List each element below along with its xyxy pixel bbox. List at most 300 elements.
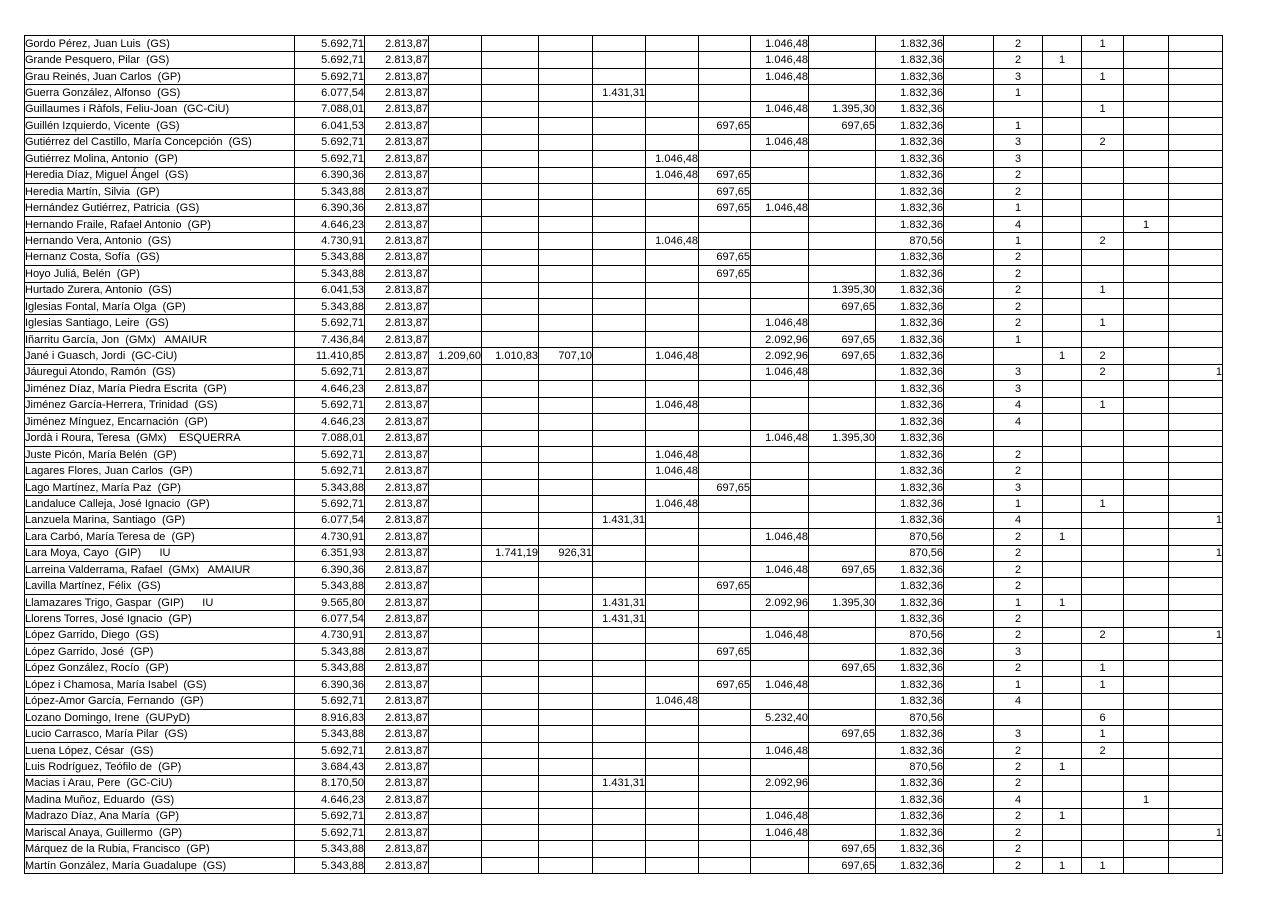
value-cell	[593, 644, 646, 660]
value-cell: 2.813,87	[365, 414, 429, 430]
value-cell: 1	[994, 118, 1043, 134]
value-cell	[1043, 183, 1082, 199]
value-cell	[1043, 463, 1082, 479]
value-cell: 697,65	[699, 118, 751, 134]
value-cell	[429, 282, 482, 298]
deputy-name-cell: Jiménez Mínguez, Encarnación (GP)	[25, 414, 295, 430]
value-cell	[751, 266, 809, 282]
value-cell	[539, 249, 593, 265]
value-cell	[699, 857, 751, 873]
value-cell	[751, 118, 809, 134]
value-cell: 2.813,87	[365, 529, 429, 545]
value-cell	[1124, 660, 1169, 676]
value-cell	[539, 726, 593, 742]
value-cell: 5.692,71	[295, 825, 365, 841]
value-cell: 3	[994, 68, 1043, 84]
deputy-name-cell: Luis Rodríguez, Teófilo de (GP)	[25, 759, 295, 775]
value-cell	[1169, 200, 1223, 216]
value-cell: 2	[1082, 233, 1124, 249]
value-cell: 6.041,53	[295, 282, 365, 298]
value-cell: 2.092,96	[751, 594, 809, 610]
value-cell	[1169, 397, 1223, 413]
value-cell	[699, 742, 751, 758]
value-cell	[1124, 331, 1169, 347]
value-cell: 2.813,87	[365, 627, 429, 643]
deputy-name-cell: López i Chamosa, María Isabel (GS)	[25, 677, 295, 693]
value-cell	[593, 545, 646, 561]
value-cell	[539, 134, 593, 150]
value-cell: 2.813,87	[365, 825, 429, 841]
value-cell	[1082, 578, 1124, 594]
deputy-name-cell: Iñarritu García, Jon (GMx) AMAIUR	[25, 331, 295, 347]
value-cell	[429, 627, 482, 643]
table-row	[25, 397, 1223, 413]
value-cell	[1124, 644, 1169, 660]
value-cell: 2	[994, 759, 1043, 775]
value-cell	[1124, 529, 1169, 545]
value-cell: 1.431,31	[593, 512, 646, 528]
value-cell	[1082, 85, 1124, 101]
value-cell	[1169, 266, 1223, 282]
table-row	[25, 709, 1223, 725]
value-cell: 1	[1124, 792, 1169, 808]
value-cell	[1169, 693, 1223, 709]
value-cell	[1124, 299, 1169, 315]
value-cell: 1.832,36	[876, 496, 944, 512]
value-cell: 2	[994, 545, 1043, 561]
value-cell	[944, 578, 994, 594]
value-cell	[482, 36, 539, 52]
value-cell: 2.813,87	[365, 167, 429, 183]
value-cell: 697,65	[699, 479, 751, 495]
value-cell	[1169, 101, 1223, 117]
value-cell	[1124, 496, 1169, 512]
value-cell	[1169, 348, 1223, 364]
value-cell	[429, 529, 482, 545]
value-cell	[1043, 545, 1082, 561]
deputy-name-cell: Heredia Martín, Silvia (GP)	[25, 183, 295, 199]
value-cell	[944, 348, 994, 364]
value-cell	[944, 315, 994, 331]
deputy-name-cell: Lozano Domingo, Irene (GUPyD)	[25, 709, 295, 725]
value-cell: 2.813,87	[365, 759, 429, 775]
value-cell: 2	[1082, 134, 1124, 150]
value-cell	[944, 183, 994, 199]
value-cell	[593, 529, 646, 545]
value-cell	[1043, 200, 1082, 216]
value-cell	[944, 249, 994, 265]
value-cell: 3	[994, 381, 1043, 397]
value-cell	[482, 726, 539, 742]
value-cell: 2.813,87	[365, 364, 429, 380]
table-row	[25, 52, 1223, 68]
deputy-name-cell: Guillaumes i Ràfols, Feliu-Joan (GC-CiU)	[25, 101, 295, 117]
value-cell	[646, 677, 699, 693]
value-cell: 2.813,87	[365, 742, 429, 758]
value-cell	[646, 85, 699, 101]
value-cell	[1043, 446, 1082, 462]
value-cell	[539, 315, 593, 331]
value-cell	[944, 627, 994, 643]
value-cell	[1082, 216, 1124, 232]
value-cell	[944, 52, 994, 68]
value-cell	[994, 101, 1043, 117]
value-cell: 5.692,71	[295, 742, 365, 758]
value-cell	[944, 282, 994, 298]
value-cell: 1.832,36	[876, 266, 944, 282]
deputy-name-cell: Gutiérrez del Castillo, María Concepción (GS)	[25, 134, 295, 150]
value-cell	[751, 381, 809, 397]
table-row	[25, 463, 1223, 479]
value-cell	[809, 36, 876, 52]
value-cell	[699, 792, 751, 808]
value-cell: 2	[994, 562, 1043, 578]
value-cell: 5.692,71	[295, 397, 365, 413]
value-cell	[482, 677, 539, 693]
value-cell	[699, 463, 751, 479]
value-cell: 697,65	[699, 167, 751, 183]
value-cell: 11.410,85	[295, 348, 365, 364]
value-cell	[593, 446, 646, 462]
value-cell	[539, 52, 593, 68]
value-cell	[1043, 85, 1082, 101]
value-cell	[1169, 151, 1223, 167]
value-cell	[751, 463, 809, 479]
value-cell: 5.692,71	[295, 68, 365, 84]
deputy-name-cell: Lago Martínez, María Paz (GP)	[25, 479, 295, 495]
value-cell: 1.832,36	[876, 825, 944, 841]
value-cell: 2	[994, 578, 1043, 594]
value-cell	[593, 463, 646, 479]
value-cell	[539, 397, 593, 413]
value-cell	[539, 85, 593, 101]
table-row	[25, 578, 1223, 594]
deputy-name-cell: Jiménez García-Herrera, Trinidad (GS)	[25, 397, 295, 413]
value-cell	[1169, 68, 1223, 84]
value-cell: 1.832,36	[876, 348, 944, 364]
value-cell	[809, 183, 876, 199]
value-cell: 697,65	[699, 578, 751, 594]
value-cell	[699, 315, 751, 331]
value-cell	[699, 414, 751, 430]
value-cell	[429, 249, 482, 265]
value-cell	[1043, 644, 1082, 660]
value-cell	[1082, 825, 1124, 841]
table-row	[25, 660, 1223, 676]
value-cell: 5.343,88	[295, 249, 365, 265]
value-cell: 5.343,88	[295, 479, 365, 495]
value-cell	[1043, 68, 1082, 84]
value-cell: 1.832,36	[876, 644, 944, 660]
value-cell: 8.916,83	[295, 709, 365, 725]
value-cell	[429, 578, 482, 594]
value-cell	[1082, 266, 1124, 282]
value-cell: 6.077,54	[295, 512, 365, 528]
value-cell	[1124, 825, 1169, 841]
value-cell	[429, 52, 482, 68]
value-cell: 1.046,48	[751, 36, 809, 52]
value-cell: 697,65	[809, 857, 876, 873]
value-cell	[482, 430, 539, 446]
value-cell: 4.730,91	[295, 529, 365, 545]
value-cell	[539, 151, 593, 167]
value-cell: 4	[994, 512, 1043, 528]
value-cell	[539, 446, 593, 462]
value-cell	[944, 742, 994, 758]
value-cell: 9.565,80	[295, 594, 365, 610]
value-cell: 2.813,87	[365, 430, 429, 446]
value-cell	[593, 430, 646, 446]
value-cell	[646, 216, 699, 232]
value-cell: 1	[1082, 857, 1124, 873]
value-cell	[1043, 627, 1082, 643]
value-cell	[1124, 101, 1169, 117]
value-cell	[539, 266, 593, 282]
value-cell	[944, 726, 994, 742]
value-cell	[944, 200, 994, 216]
value-cell: 2.813,87	[365, 644, 429, 660]
value-cell	[646, 562, 699, 578]
value-cell	[1124, 266, 1169, 282]
value-cell	[429, 792, 482, 808]
value-cell	[482, 759, 539, 775]
value-cell: 1	[1082, 36, 1124, 52]
value-cell	[1169, 134, 1223, 150]
value-cell: 4.646,23	[295, 216, 365, 232]
value-cell	[1043, 233, 1082, 249]
value-cell	[646, 726, 699, 742]
value-cell: 1.832,36	[876, 742, 944, 758]
value-cell: 4.730,91	[295, 627, 365, 643]
value-cell	[539, 808, 593, 824]
value-cell	[699, 841, 751, 857]
value-cell	[593, 693, 646, 709]
value-cell	[944, 216, 994, 232]
value-cell	[593, 414, 646, 430]
deputy-name-cell: Luena López, César (GS)	[25, 742, 295, 758]
value-cell: 1.832,36	[876, 299, 944, 315]
value-cell: 2	[994, 660, 1043, 676]
value-cell: 1	[1082, 677, 1124, 693]
value-cell	[593, 348, 646, 364]
table-row	[25, 233, 1223, 249]
value-cell: 926,31	[539, 545, 593, 561]
value-cell	[1124, 397, 1169, 413]
value-cell	[944, 529, 994, 545]
value-cell: 1.741,19	[482, 545, 539, 561]
value-cell: 1	[994, 331, 1043, 347]
value-cell: 2.813,87	[365, 85, 429, 101]
value-cell	[944, 660, 994, 676]
value-cell: 5.692,71	[295, 36, 365, 52]
value-cell: 2	[994, 808, 1043, 824]
value-cell	[539, 479, 593, 495]
value-cell	[1124, 364, 1169, 380]
value-cell	[539, 611, 593, 627]
value-cell	[751, 446, 809, 462]
value-cell	[1043, 479, 1082, 495]
value-cell	[1124, 68, 1169, 84]
value-cell: 1	[994, 200, 1043, 216]
value-cell	[751, 693, 809, 709]
value-cell: 2.813,87	[365, 233, 429, 249]
value-cell	[944, 496, 994, 512]
table-row	[25, 200, 1223, 216]
value-cell	[429, 742, 482, 758]
value-cell	[944, 677, 994, 693]
value-cell: 870,56	[876, 759, 944, 775]
value-cell	[809, 364, 876, 380]
value-cell: 4.646,23	[295, 792, 365, 808]
value-cell	[1169, 562, 1223, 578]
table-row	[25, 299, 1223, 315]
value-cell: 1.046,48	[646, 496, 699, 512]
value-cell: 1	[1169, 364, 1223, 380]
table-row	[25, 183, 1223, 199]
value-cell: 2	[994, 825, 1043, 841]
value-cell	[944, 463, 994, 479]
value-cell: 2	[994, 52, 1043, 68]
value-cell: 1.832,36	[876, 578, 944, 594]
value-cell: 5.343,88	[295, 857, 365, 873]
value-cell: 1.046,48	[751, 825, 809, 841]
value-cell: 2	[994, 841, 1043, 857]
value-cell	[593, 677, 646, 693]
value-cell: 697,65	[699, 677, 751, 693]
value-cell	[429, 134, 482, 150]
value-cell	[809, 578, 876, 594]
value-cell	[1169, 841, 1223, 857]
value-cell: 2.813,87	[365, 348, 429, 364]
deputy-name-cell: Madina Muñoz, Eduardo (GS)	[25, 792, 295, 808]
value-cell	[429, 759, 482, 775]
value-cell	[429, 479, 482, 495]
value-cell	[809, 151, 876, 167]
value-cell	[1043, 578, 1082, 594]
value-cell	[482, 627, 539, 643]
value-cell	[593, 397, 646, 413]
value-cell	[944, 709, 994, 725]
deputy-name-cell: López-Amor García, Fernando (GP)	[25, 693, 295, 709]
value-cell: 2.813,87	[365, 68, 429, 84]
value-cell	[944, 611, 994, 627]
value-cell	[1169, 709, 1223, 725]
value-cell	[593, 249, 646, 265]
value-cell: 1.832,36	[876, 381, 944, 397]
value-cell: 3	[994, 364, 1043, 380]
value-cell: 2.813,87	[365, 52, 429, 68]
value-cell: 2.092,96	[751, 331, 809, 347]
value-cell: 2.813,87	[365, 611, 429, 627]
table-row	[25, 348, 1223, 364]
value-cell: 697,65	[809, 841, 876, 857]
value-cell	[944, 693, 994, 709]
value-cell	[1124, 118, 1169, 134]
value-cell	[593, 266, 646, 282]
value-cell	[429, 496, 482, 512]
value-cell: 870,56	[876, 545, 944, 561]
value-cell	[1124, 545, 1169, 561]
value-cell	[944, 167, 994, 183]
value-cell	[539, 677, 593, 693]
value-cell	[593, 857, 646, 873]
value-cell: 2.813,87	[365, 562, 429, 578]
value-cell	[482, 463, 539, 479]
value-cell: 1.832,36	[876, 331, 944, 347]
deputy-name-cell: Márquez de la Rubia, Francisco (GP)	[25, 841, 295, 857]
value-cell: 1.431,31	[593, 85, 646, 101]
value-cell	[1124, 578, 1169, 594]
value-cell	[699, 331, 751, 347]
value-cell: 1.832,36	[876, 68, 944, 84]
value-cell	[429, 118, 482, 134]
value-cell	[944, 101, 994, 117]
value-cell	[944, 446, 994, 462]
value-cell	[751, 857, 809, 873]
value-cell	[646, 299, 699, 315]
value-cell	[1082, 479, 1124, 495]
value-cell	[539, 463, 593, 479]
value-cell: 1.832,36	[876, 101, 944, 117]
value-cell	[1124, 446, 1169, 462]
value-cell: 1.046,48	[751, 742, 809, 758]
value-cell: 697,65	[699, 644, 751, 660]
value-cell: 1	[1082, 315, 1124, 331]
value-cell	[751, 792, 809, 808]
value-cell: 1	[994, 85, 1043, 101]
value-cell	[751, 233, 809, 249]
value-cell	[1124, 381, 1169, 397]
value-cell	[699, 36, 751, 52]
value-cell: 5.692,71	[295, 52, 365, 68]
value-cell	[429, 364, 482, 380]
value-cell: 1.832,36	[876, 660, 944, 676]
value-cell	[699, 446, 751, 462]
value-cell	[429, 101, 482, 117]
value-cell	[646, 792, 699, 808]
value-cell: 2.813,87	[365, 249, 429, 265]
value-cell	[699, 233, 751, 249]
value-cell	[1082, 808, 1124, 824]
value-cell	[809, 479, 876, 495]
value-cell	[1124, 167, 1169, 183]
value-cell	[1124, 693, 1169, 709]
value-cell	[699, 709, 751, 725]
value-cell: 1.046,48	[646, 348, 699, 364]
value-cell	[482, 479, 539, 495]
value-cell: 2	[994, 183, 1043, 199]
value-cell: 5.692,71	[295, 463, 365, 479]
value-cell: 1	[994, 233, 1043, 249]
value-cell: 5.343,88	[295, 183, 365, 199]
value-cell: 2.813,87	[365, 792, 429, 808]
value-cell	[429, 857, 482, 873]
value-cell: 1.832,36	[876, 151, 944, 167]
value-cell	[809, 693, 876, 709]
value-cell: 2	[994, 742, 1043, 758]
value-cell	[944, 364, 994, 380]
value-cell: 4	[994, 216, 1043, 232]
value-cell	[809, 85, 876, 101]
deputy-name-cell: Grande Pesquero, Pilar (GS)	[25, 52, 295, 68]
value-cell	[539, 759, 593, 775]
table-row	[25, 594, 1223, 610]
value-cell	[1169, 446, 1223, 462]
value-cell: 1.832,36	[876, 775, 944, 791]
value-cell	[751, 759, 809, 775]
value-cell: 1.046,48	[751, 677, 809, 693]
value-cell	[1169, 759, 1223, 775]
